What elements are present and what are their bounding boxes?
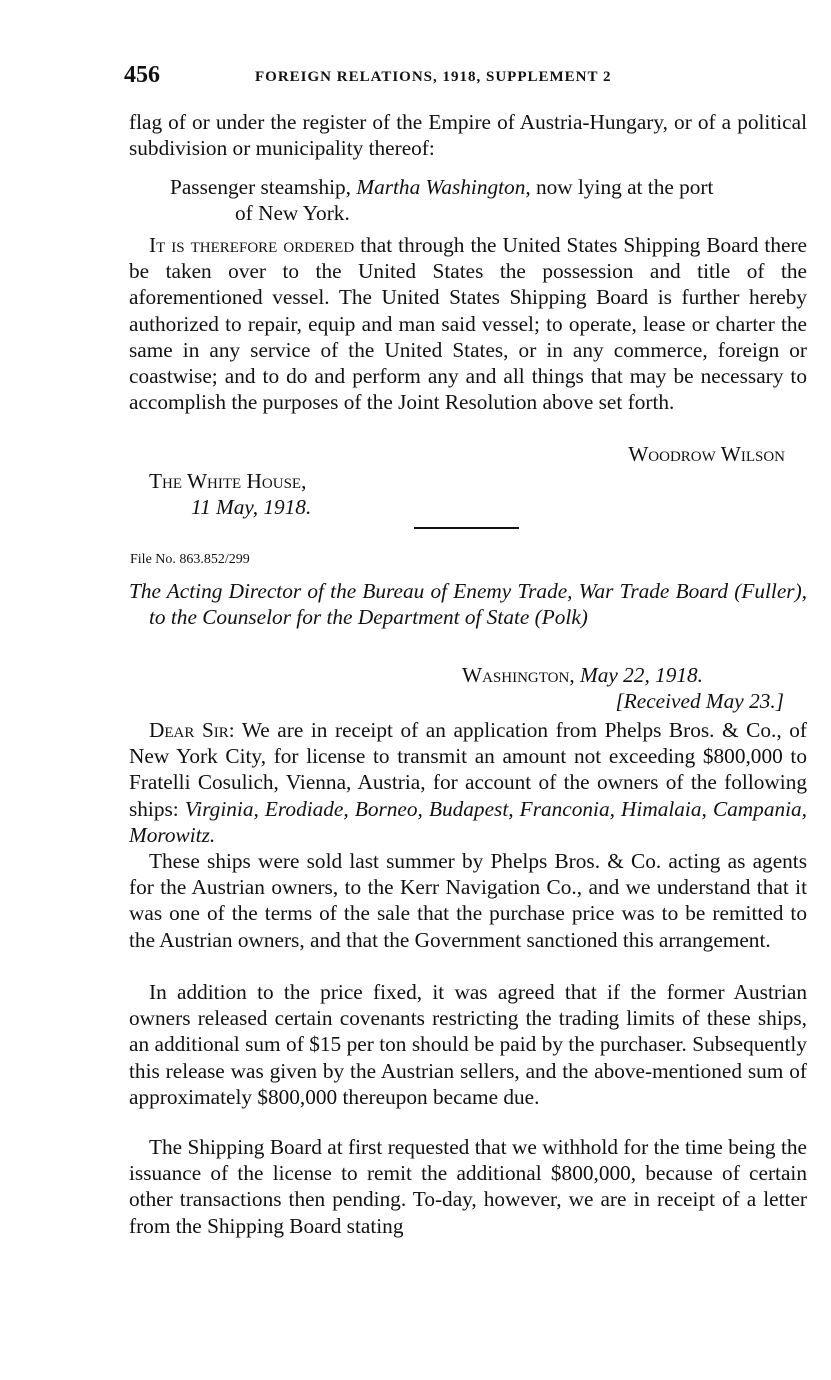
dateline-line-1 [462, 662, 784, 688]
date: 11 May, 1918. [191, 495, 312, 519]
salutation: Dear Sir [149, 718, 229, 742]
dateline-date: May 22, 1918. [574, 663, 704, 687]
letter-paragraph-1 [129, 717, 807, 848]
ship-list: Virginia, Erodiade, Borneo, Budapest, Franconia, Himalaia, Campania, Morowitz. [129, 796, 808, 847]
order-lead: It is therefore ordered [149, 233, 355, 257]
running-head: FOREIGN RELATIONS, 1918, SUPPLEMENT 2 [255, 69, 612, 85]
vessel-suffix: , now lying at the port [525, 175, 714, 199]
dateline-place: Washington, [462, 663, 575, 687]
signature: Woodrow Wilson [628, 442, 785, 466]
received-note: [Received May 23.] [615, 689, 784, 713]
letter-p1-text: : We are in receipt of an application from Phelps Bros. & Co., of New York City, for license to transmit an amount not exceeding $800,000 to Fratelli Cosulich, Vienna, Austria, for account of the owners of the following ships: [129, 718, 807, 821]
page-number: 456 [124, 62, 160, 88]
letter-paragraph-4: The Shipping Board at first requested that we withhold for the time being the issuance of the license to remit the additional $800,000, because of certain other transactions then pending. To-day, however, we are in receipt of a letter from the Shipping Board stating [129, 1135, 807, 1238]
letter-paragraph-3: In addition to the price fixed, it was agreed that if the former Austrian owners released certain covenants restricting the trading limits of these ships, an additional sum of $15 per ton should be paid by the purchaser. Subsequently this release was given by the Austrian sellers, and the above-mentioned sum of approximately $800,000 thereupon became due. [129, 980, 807, 1109]
vessel-line-1 [170, 174, 807, 200]
section-divider [414, 527, 519, 529]
dateline [462, 662, 784, 714]
place: The White House, [149, 469, 307, 493]
order-body: that through the United States Shipping Board there be taken over to the United States the possession and title of the aforementioned vessel. The United States Shipping Board is further hereby authorized to repair, equip and man said vessel; to operate, lease or charter the same in any service of the United States, or in any commerce, foreign or coastwise; and to do and perform any and all things that may be necessary to accomplish the purposes of the Joint Resolution above set forth. [129, 233, 807, 415]
vessel-entry [170, 174, 807, 226]
file-number: File No. 863.852/299 [130, 552, 250, 567]
page-header [124, 62, 809, 92]
vessel-name: Martha Washington [356, 175, 526, 199]
letter-paragraph-2: These ships were sold last summer by Phelps Bros. & Co. acting as agents for the Austrian owners, to the Kerr Navigation Co., and we understand that it was one of the terms of the sale that the purchase price was to be remitted to the Austrian owners, and that the Government sanctioned this arrangement. [129, 849, 807, 952]
vessel-line-2: of New York. [235, 201, 350, 225]
document-title: The Acting Director of the Bureau of Enemy Trade, War Trade Board (Fuller), to the Counselor for the Department of State (Polk) [129, 579, 807, 630]
vessel-prefix: Passenger steamship, [170, 175, 357, 199]
paragraph-order [129, 232, 807, 415]
paragraph-flag: flag of or under the register of the Empire of Austria-Hungary, or of a political subdivision or municipality thereof: [129, 110, 807, 161]
